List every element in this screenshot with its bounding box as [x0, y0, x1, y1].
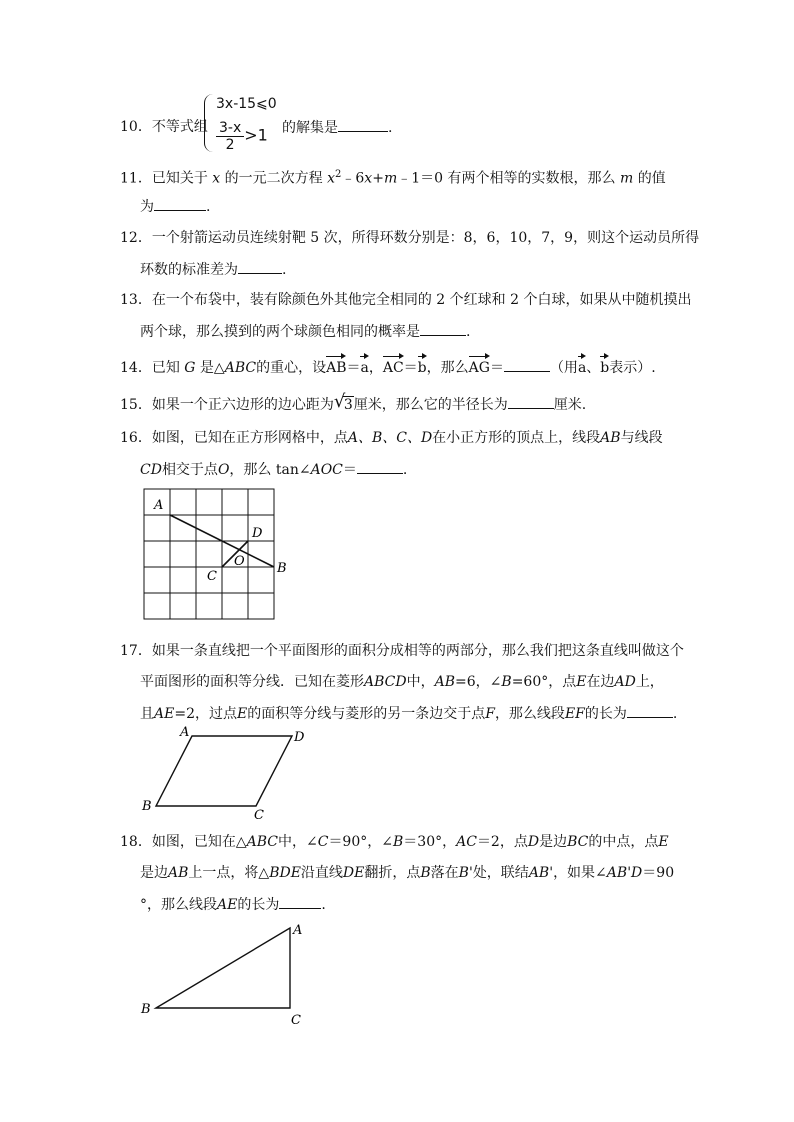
- q13-number: 13．: [120, 292, 152, 308]
- q10-pre: 不等式组: [151, 119, 208, 135]
- q12-line-1: [120, 228, 699, 248]
- q11-line-2: [140, 196, 210, 217]
- q11-eq-part: +: [372, 170, 384, 187]
- q14-text: 表示）.: [609, 360, 656, 376]
- q10-fraction-denominator: 2: [225, 137, 235, 153]
- label-c: C: [291, 1013, 301, 1028]
- rhombus-abcd: [156, 736, 292, 806]
- q18-line-1: [120, 832, 669, 852]
- q18-text: ＝2，点: [476, 834, 528, 850]
- q11-eq-sup: 2: [335, 169, 342, 180]
- q16-text: 与线段: [620, 430, 663, 446]
- q18-line-2: [140, 863, 674, 883]
- q17-text: 的面积等分线与菱形的另一条边交于点: [247, 706, 486, 722]
- q17-ae: AE: [154, 706, 175, 722]
- q18-triangle: ABC: [246, 834, 278, 850]
- q18-angle-b: B: [392, 834, 404, 850]
- q16-angle: AOC: [310, 462, 343, 478]
- q11-text: 为: [140, 199, 154, 215]
- q10-post: 的解集是: [282, 120, 338, 136]
- q16-line-1: [120, 428, 663, 448]
- q14-vector-a-2: a: [577, 360, 587, 376]
- brace-icon: [204, 94, 213, 152]
- q16-points: A、B、C、D: [347, 430, 433, 446]
- q11-eq-x: x: [327, 170, 335, 187]
- q17-text: 在边: [586, 674, 615, 690]
- q14-vector-b-2: b: [600, 360, 610, 376]
- q13-answer-blank[interactable]: [420, 321, 466, 336]
- q11-text: 的一元二次方程: [224, 170, 323, 187]
- q18-triangle-figure: [136, 920, 316, 1030]
- q11-var-x: x: [212, 170, 221, 187]
- q14-vector-ab: AB: [326, 360, 347, 376]
- q17-text: 的长为: [584, 706, 627, 722]
- q10-tail: [282, 117, 392, 138]
- q14-eq: ＝: [489, 360, 504, 376]
- q13-text: 在一个布袋中，装有除颜色外其他完全相同的 2 个红球和 2 个白球，如果从中随机摸出: [151, 292, 692, 308]
- q11-text: 已知关于: [151, 170, 208, 187]
- q14-text: 是△: [199, 360, 225, 376]
- sqrt-icon: [333, 391, 354, 415]
- q17-text: 如果一条直线把一个平面图形的面积分成相等的两部分，那么我们把这条直线叫做这个: [151, 643, 684, 659]
- q14-triangle: ABC: [224, 360, 257, 376]
- q14-vector-ac: AC: [382, 360, 404, 376]
- q18-ae: AE: [217, 897, 238, 913]
- q17-text: 上，: [635, 674, 664, 690]
- q18-text: 上一点，将△: [188, 865, 270, 881]
- label-a: A: [180, 725, 190, 740]
- q15-text: 厘米.: [553, 397, 587, 413]
- q11-eq-x2: x: [364, 170, 373, 187]
- q14-eq: ＝: [346, 360, 361, 376]
- q18-line-3: [140, 894, 326, 915]
- q11-eq-part: ﹣1＝0: [397, 170, 444, 187]
- q18-angle-c: C: [317, 834, 329, 850]
- q12-text: 一个射箭运动员连续射靶 5 次，所得环数分别是：8，6，10，7，9，则这个运动员所得: [151, 230, 700, 246]
- q13-end: .: [466, 324, 471, 340]
- q15-text: 厘米，那么它的半径长为: [353, 397, 508, 413]
- q14-text: （用: [549, 360, 578, 376]
- q10-inequality-system: [204, 92, 284, 154]
- grid-lines: [144, 489, 274, 619]
- q13-text: 两个球，那么摸到的两个球颜色相同的概率是: [140, 324, 420, 340]
- q14-line: [120, 357, 656, 378]
- q17-line-2: [140, 672, 664, 692]
- q18-point-b-prime: B': [458, 865, 473, 881]
- q18-text: 处，联结: [472, 865, 529, 881]
- q17-text: =60°，点: [511, 674, 577, 690]
- q16-text: 相交于点: [161, 462, 218, 478]
- q17-number: 17．: [120, 643, 152, 659]
- q11-end: .: [206, 199, 211, 215]
- label-c: C: [254, 808, 264, 822]
- q18-triangle-bde: BDE: [269, 865, 301, 881]
- q15-text: 如果一个正六边形的边心距为: [151, 397, 334, 413]
- q18-text: 是边: [140, 865, 168, 881]
- q10-relation: >1: [244, 125, 268, 145]
- label-c: C: [207, 569, 217, 584]
- label-a: A: [154, 498, 164, 513]
- q10-answer-blank[interactable]: [338, 117, 388, 132]
- label-b: B: [142, 799, 152, 814]
- q14-vector-b: b: [417, 360, 427, 376]
- q12-line-2: [140, 259, 286, 280]
- q12-number: 12．: [120, 230, 152, 246]
- q17-rhombus-figure: [136, 722, 316, 822]
- q11-eq-m: m: [383, 170, 398, 187]
- q14-vector-ag: AG: [468, 360, 490, 376]
- q18-point-e: E: [658, 834, 669, 850]
- q18-text: ，如果∠: [553, 865, 607, 881]
- label-b: B: [277, 561, 287, 576]
- q16-text: ，那么 tan∠: [229, 462, 311, 478]
- q16-end: .: [402, 462, 408, 478]
- q13-line-2: [140, 321, 470, 342]
- q14-answer-blank[interactable]: [504, 357, 550, 372]
- q18-text: ＝90: [642, 865, 675, 881]
- q17-side-ad: AD: [614, 674, 636, 690]
- q14-var-g: G: [184, 360, 196, 376]
- q17-rhombus: ABCD: [364, 674, 407, 690]
- q18-side-ab: AB: [168, 865, 189, 881]
- radical-sign-icon: √: [333, 391, 346, 412]
- q18-text: 是边: [539, 834, 568, 850]
- q11-var-m: m: [619, 170, 634, 187]
- q17-text: ，那么线段: [494, 706, 565, 722]
- q12-end: .: [282, 262, 287, 278]
- q10-line: [120, 117, 208, 137]
- q18-text: 中，∠: [277, 834, 318, 850]
- q10-inequality-1: 3x-15⩽0: [216, 96, 277, 112]
- q18-answer-blank[interactable]: [279, 894, 321, 909]
- q18-side-bc: BC: [567, 834, 589, 850]
- q18-text: ＝30°，: [403, 834, 457, 850]
- label-b: B: [141, 1002, 151, 1017]
- q18-point-d: D: [527, 834, 540, 850]
- q11-text: 有两个相等的实数根，那么: [447, 170, 616, 187]
- q16-point-o: O: [217, 462, 230, 478]
- q13-line-1: [120, 290, 691, 310]
- q18-angle-ab-prime-d: AB'D: [606, 865, 643, 881]
- q18-text: 翻折，点: [364, 865, 421, 881]
- q14-comma: ，: [368, 360, 383, 376]
- q14-eq: ＝: [403, 360, 418, 376]
- q15-answer-blank[interactable]: [508, 394, 554, 409]
- q17-text: 且: [140, 706, 154, 722]
- q10-inequality-2: [216, 120, 268, 153]
- label-d: D: [252, 526, 263, 541]
- q16-text: 如图，已知在正方形网格中，点: [151, 430, 348, 446]
- q10-number: 10．: [120, 119, 152, 135]
- q10-fraction-numerator: 3-x: [216, 120, 244, 137]
- q11-line-1: [120, 165, 666, 189]
- q16-segment-cd: CD: [140, 462, 162, 478]
- q18-side-ac: AC: [456, 834, 477, 850]
- q16-answer-blank[interactable]: [357, 459, 403, 474]
- q16-segment-ab: AB: [600, 430, 621, 446]
- label-a: A: [293, 923, 303, 938]
- q18-text: 落在: [430, 865, 459, 881]
- q18-text: ＝90°，∠: [328, 834, 393, 850]
- q14-text: 已知: [151, 360, 180, 376]
- q17-answer-blank[interactable]: [627, 703, 673, 718]
- q17-text: 平面图形的面积等分线．已知在菱形: [140, 674, 364, 690]
- q14-number: 14．: [120, 360, 152, 376]
- q11-answer-blank[interactable]: [154, 196, 206, 211]
- q16-text: 在小正方形的顶点上，线段: [432, 430, 601, 446]
- q17-end: .: [672, 706, 678, 722]
- q15-line: [120, 391, 587, 415]
- label-d: D: [294, 730, 305, 745]
- q16-number: 16．: [120, 430, 152, 446]
- q17-text: =2，过点: [174, 706, 237, 722]
- q11-text: 的值: [637, 170, 666, 187]
- q17-point-e-2: E: [236, 706, 248, 722]
- q15-radicand: 3: [343, 397, 353, 413]
- q15-number: 15．: [120, 397, 152, 413]
- q12-text: 环数的标准差为: [140, 262, 238, 278]
- q18-number: 18．: [120, 834, 152, 850]
- q18-text: 的长为: [237, 897, 280, 913]
- q16-grid-figure: [140, 486, 290, 626]
- q16-eq: ＝: [342, 462, 357, 478]
- q11-eq-part: ﹣6: [341, 170, 365, 187]
- q18-text: 的中点，点: [588, 834, 659, 850]
- q17-line-1: [120, 641, 684, 661]
- q17-line-3: [140, 703, 677, 724]
- q16-line-2: [140, 459, 407, 480]
- q14-vector-a: a: [360, 360, 369, 376]
- q10-end: .: [388, 120, 393, 136]
- q11-number: 11．: [120, 170, 152, 187]
- triangle-abc: [156, 928, 290, 1008]
- q14-text: 的重心，设: [256, 360, 327, 376]
- q10-fraction: [216, 120, 244, 153]
- q17-point-e: E: [576, 674, 587, 690]
- q17-text: =6，∠: [455, 674, 502, 690]
- q17-angle-b: B: [501, 674, 512, 690]
- q14-text: 、: [586, 360, 601, 376]
- q18-text: °，那么线段: [140, 897, 217, 913]
- q17-text: 中，: [406, 674, 435, 690]
- q17-side-ab: AB: [434, 674, 456, 690]
- q18-text: 如图，已知在△: [151, 834, 247, 850]
- q18-end: .: [321, 897, 326, 913]
- q14-text: ，那么: [426, 360, 469, 376]
- q18-segment-ab-prime: AB': [528, 865, 554, 881]
- q17-ef: EF: [564, 706, 585, 722]
- q12-answer-blank[interactable]: [238, 259, 282, 274]
- q18-point-b: B: [420, 865, 431, 881]
- q18-line-de: DE: [342, 865, 365, 881]
- label-o: O: [234, 554, 245, 569]
- q18-text: 沿直线: [300, 865, 343, 881]
- q17-point-f: F: [485, 706, 495, 722]
